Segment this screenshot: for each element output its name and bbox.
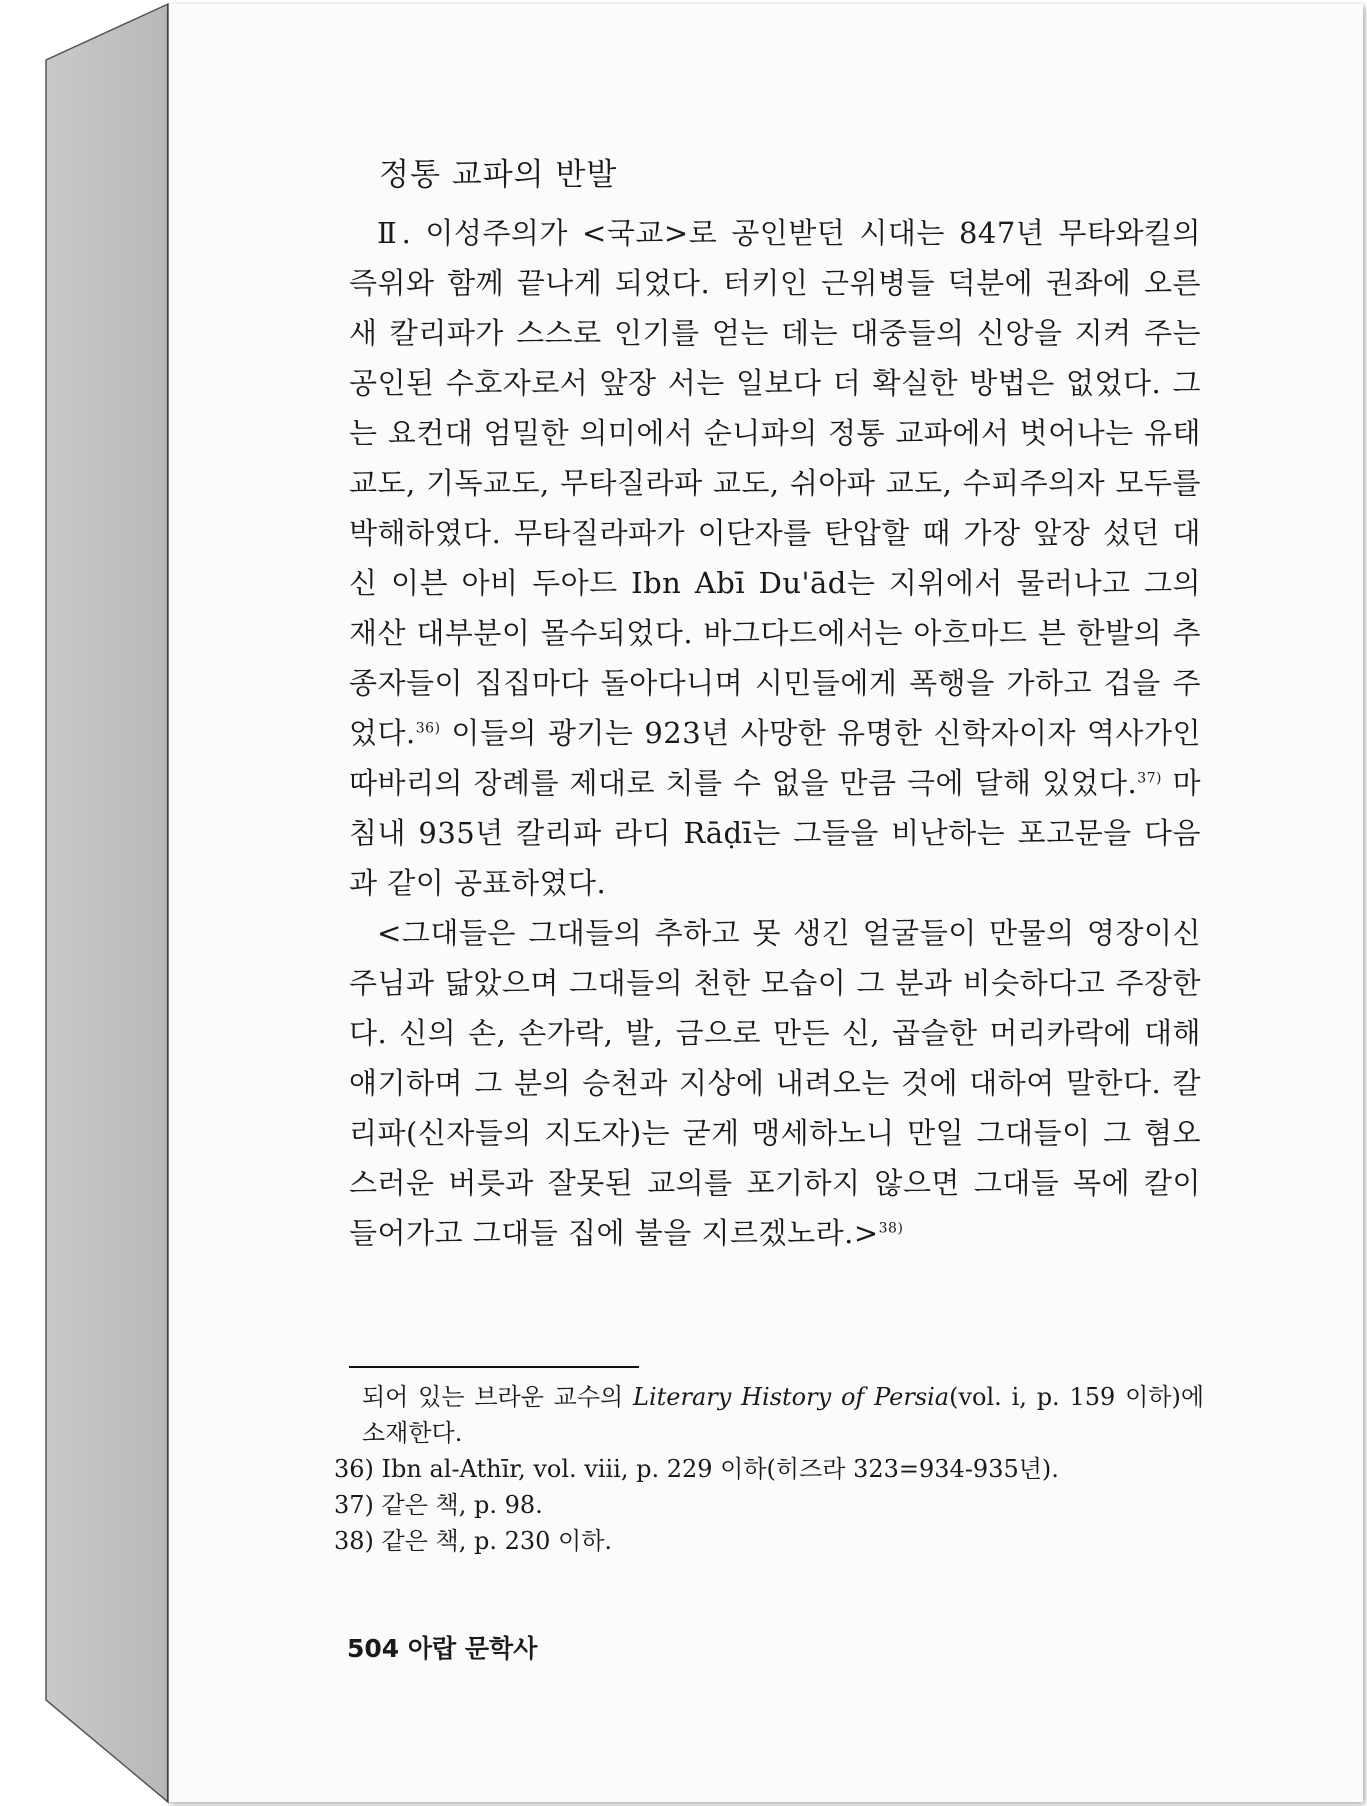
page-number-footer: 504 아랍 문학사 — [347, 1634, 538, 1663]
footnote-book-title: Literary History of Persia — [633, 1383, 950, 1411]
footnotes — [334, 1379, 1204, 1559]
footnote-continuation-text: 되어 있는 브라운 교수의 — [362, 1383, 634, 1411]
paragraph-1 — [349, 208, 1201, 908]
paragraph-2-text: <그대들은 그대들의 추하고 못 생긴 얼굴들이 만물의 영장이신 주님과 닮았으며 그대들의 천한 모습이 그 분과 비슷하다고 주장한다. 신의 손, 손가락, 발, 금으로 만든 신, 곱슬한 머리카락에 대해 얘기하며 그 분의 승천과 지상에 내려오는 것에 대하여 말한다. 칼리파(신자들의 지도자)는 굳게 맹세하노니 만일 그대들이 그 혐오스러운 버릇과 잘못된 교의를 포기하지 않으면 그대들 목에 칼이 들어가고 그대들 집에 불을 지르겠노라.> — [349, 916, 1201, 1250]
footnote-continuation — [334, 1379, 1204, 1451]
footnote-ref-38: 38) — [878, 1220, 904, 1237]
footnote-ref-37: 37) — [1137, 770, 1163, 787]
footnote-continuation-text-2: (vol. i, p. 159 이하)에 소재한다. — [362, 1383, 1205, 1447]
page-body — [349, 149, 1201, 1258]
paragraph-1-text-3: 마침내 935년 칼리파 라디 Rāḍī는 그들을 비난하는 포고문을 다음과 같이 공표하였다. — [349, 766, 1201, 900]
footnote-divider — [349, 1366, 639, 1368]
book-page — [168, 4, 1363, 1802]
footnote-36: 36) Ibn al-Athīr, vol. ⅷ, p. 229 이하(히즈라 323=934-935년). — [334, 1455, 1059, 1483]
footnote-38: 38) 같은 책, p. 230 이하. — [334, 1527, 613, 1555]
section-heading: 정통 교파의 반발 — [379, 157, 618, 193]
paragraph-2-quote — [349, 908, 1201, 1258]
paragraph-1-text: Ⅱ. 이성주의가 <국교>로 공인받던 시대는 847년 무타와킬의 즉위와 함께 끝나게 되었다. 터키인 근위병들 덕분에 권좌에 오른 새 칼리파가 스스로 인기를 얻는 데는 대중들의 신앙을 지켜 주는 공인된 수호자로서 앞장 서는 일보다 더 확실한 방법은 없었다. 그는 요컨대 엄밀한 의미에서 순니파의 정통 교파에서 벗어나는 유태교도, 기독교도, 무타질라파 교도, 쉬아파 교도, 수피주의자 모두를 박해하였다. 무타질라파가 이단자를 탄압할 때 가장 앞장 섰던 대신 이븐 아비 두아드 Ibn Abī Du'ād는 지위에서 물러나고 그의 재산 대부분이 몰수되었다. 바그다드에서는 아흐마드 븐 한발의 추종자들이 집집마다 돌아다니며 시민들에게 폭행을 가하고 겁을 주었다. — [349, 216, 1201, 750]
paragraph-1-text-2: 이들의 광기는 923년 사망한 유명한 신학자이자 역사가인 따바리의 장례를 제대로 치를 수 없을 만큼 극에 달해 있었다. — [349, 716, 1201, 800]
footnote-ref-36: 36) — [415, 720, 441, 737]
footnote-37: 37) 같은 책, p. 98. — [334, 1491, 543, 1519]
